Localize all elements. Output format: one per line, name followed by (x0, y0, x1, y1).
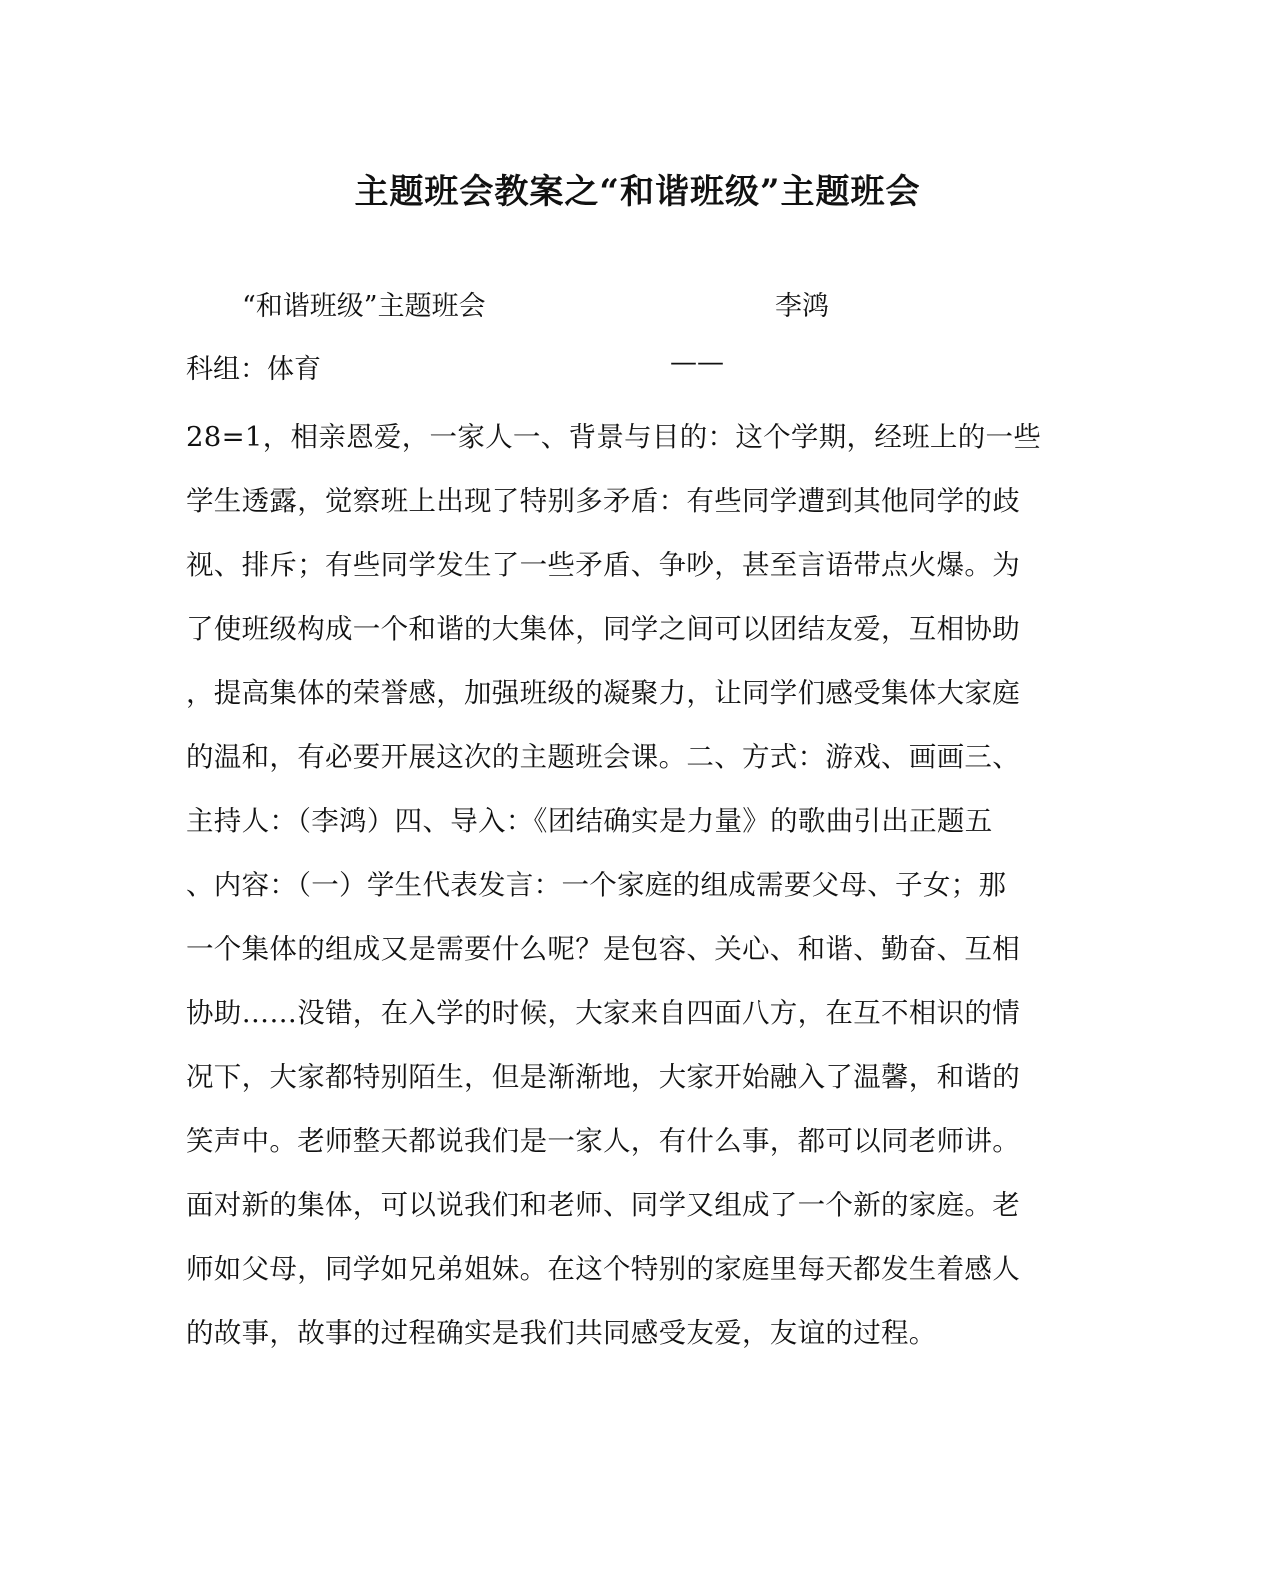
body-line: 笑声中。老师整天都说我们是一家人，有什么事，都可以同老师讲。 (186, 1125, 1020, 1157)
body-line: 的温和，有必要开展这次的主题班会课。二、方式：游戏、画画三、 (186, 741, 1020, 773)
subject-group: 科组：体育 (186, 354, 321, 385)
body-line: ，提高集体的荣誉感，加强班级的凝聚力，让同学们感受集体大家庭 (186, 677, 1020, 709)
dash-separator: —— (670, 347, 724, 378)
body-line: 师如父母，同学如兄弟姐妹。在这个特别的家庭里每天都发生着感人 (186, 1253, 1020, 1285)
body-line: 一个集体的组成又是需要什么呢？是包容、关心、和谐、勤奋、互相 (186, 933, 1020, 965)
body-line: 视、排斥；有些同学发生了一些矛盾、争吵，甚至言语带点火爆。为 (186, 549, 1020, 581)
body-line: 了使班级构成一个和谐的大集体，同学之间可以团结友爱，互相协助 (186, 613, 1020, 645)
body-line: 、内容：（一）学生代表发言：一个家庭的组成需要父母、子女；那 (186, 869, 1007, 901)
document-subtitle: “和谐班级”主题班会 (242, 291, 486, 322)
body-line: 面对新的集体，可以说我们和老师、同学又组成了一个新的家庭。老 (186, 1189, 1020, 1221)
author-name: 李鸿 (775, 291, 829, 322)
body-line: 学生透露，觉察班上出现了特别多矛盾：有些同学遭到其他同学的歧 (186, 485, 1020, 517)
body-line: 的故事，故事的过程确实是我们共同感受友爱，友谊的过程。 (186, 1317, 937, 1349)
body-text (186, 405, 1056, 1365)
document-title: 主题班会教案之“和谐班级”主题班会 (354, 172, 921, 212)
body-line: 主持人：（李鸿）四、导入：《团结确实是力量》的歌曲引出正题五 (186, 805, 993, 837)
body-line: 况下，大家都特别陌生，但是渐渐地，大家开始融入了温馨，和谐的 (186, 1061, 1020, 1093)
body-line: 28=1，相亲恩爱，一家人一、背景与目的：这个学期，经班上的一些 (186, 421, 1042, 453)
body-line: 协助……没错，在入学的时候，大家来自四面八方，在互不相识的情 (186, 997, 1020, 1029)
